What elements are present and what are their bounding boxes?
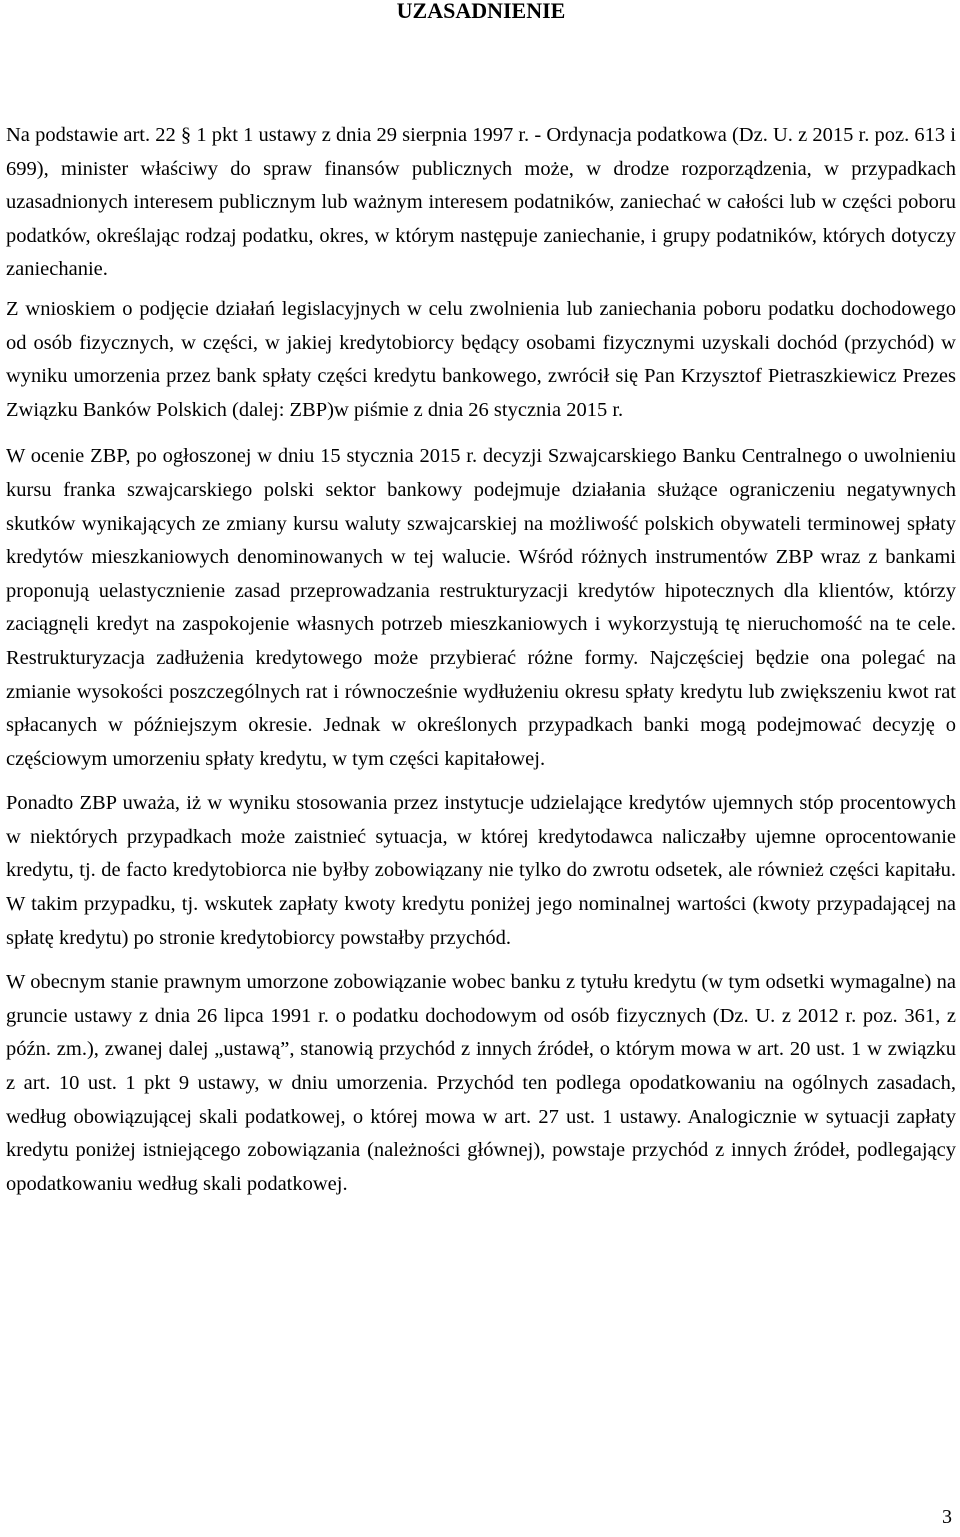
paragraph-zbp-request: Z wnioskiem o podjęcie działań legislacyjnych w celu zwolnienia lub zaniechania poboru podatku dochodowego od osób fizycznych, w części, w jakiej kredytobiorcy będący osobami fizycznymi uzyskali dochód (przychód) w wyniku umorzenia przez bank spłaty części kredytu bankowego, zwrócił się Pan Krzysztof Pietraszkiewicz Prezes Związku Banków Polskich (dalej: ZBP)w piśmie z dnia 26 stycznia 2015 r. bbox=[6, 297, 956, 421]
document-page bbox=[6, 0, 956, 1537]
document-title: UZASADNIENIE bbox=[396, 0, 566, 23]
paragraph-current-law: W obecnym stanie prawnym umorzone zobowiązanie wobec banku z tytułu kredytu (w tym odsetki wymagalne) na gruncie ustawy z dnia 26 lipca 1991 r. o podatku dochodowym od osób fizycznych (Dz. U. z 2012 r. poz. 361, z późn. zm.), zwanej dalej „ustawą”, stanowią przychód z innych źródeł, o którym mowa w art. 20 ust. 1 w związku z art. 10 ust. 1 pkt 9 ustawy, w dniu umorzenia. Przychód ten podlega opodatkowaniu na ogólnych zasadach, według obowiązującej skali podatkowej, o której mowa w art. 27 ust. 1 ustawy. Analogicznie w sytuacji zapłaty kredytu poniżej istniejącego zobowiązania (należności głównej), powstaje przychód z innych źródeł, podlegający opodatkowaniu według skali podatkowej. bbox=[6, 971, 956, 1195]
paragraph-legal-basis: Na podstawie art. 22 § 1 pkt 1 ustawy z dnia 29 sierpnia 1997 r. - Ordynacja podatkowa (Dz. U. z 2015 r. poz. 613 i 699), minister właściwy do spraw finansów publicznych może, w drodze rozporządzenia, w przypadkach uzasadnionych interesem publicznym lub ważnym interesem podatników, zaniechać w całości lub w części poboru podatków, określając rodzaj podatku, okres, w którym następuje zaniechanie, i grupy podatników, których dotyczy zaniechanie. bbox=[6, 124, 956, 281]
paragraph-negative-rates: Ponadto ZBP uważa, iż w wyniku stosowania przez instytucje udzielające kredytów ujemnych stóp procentowych w niektórych przypadkach może zaistnieć sytuacja, w której kredytodawca naliczałby ujemne oprocentowanie kredytu, tj. de facto kredytobiorca nie byłby zobowiązany nie tylko do zwrotu odsetek, ale również części kapitału. W takim przypadku, tj. wskutek zapłaty kwoty kredytu poniżej jego nominalnej wartości (kwoty przypadającej na spłatę kredytu) po stronie kredytobiorcy powstałby przychód. bbox=[6, 792, 956, 949]
page-number: 3 bbox=[942, 1506, 952, 1528]
paragraph-zbp-assessment: W ocenie ZBP, po ogłoszonej w dniu 15 stycznia 2015 r. decyzji Szwajcarskiego Banku Centralnego o uwolnieniu kursu franka szwajcarskiego polski sektor bankowy podejmuje działania służące ograniczeniu negatywnych skutków wynikających ze zmiany kursu waluty szwajcarskiej na możliwość polskich obywateli terminowej spłaty kredytów mieszkaniowych denominowanych w tej walucie. Wśród różnych instrumentów ZBP wraz z bankami proponują uelastycznienie zasad przeprowadzania restrukturyzacji kredytów hipotecznych dla klientów, którzy zaciągnęli kredyt na zaspokojenie własnych potrzeb mieszkaniowych i wykorzystują tę nieruchomość na te cele. Restrukturyzacja zadłużenia kredytowego może przybierać różne formy. Najczęściej będzie ona polegać na zmianie wysokości poszczególnych rat i równocześnie wydłużeniu okresu spłaty kredytu lub zwiększeniu kwot rat spłacanych w późniejszym okresie. Jednak w określonych przypadkach banki mogą podejmować decyzję o częściowym umorzeniu spłaty kredytu, w tym części kapitałowej. bbox=[6, 445, 956, 770]
document-body bbox=[6, 119, 956, 1215]
